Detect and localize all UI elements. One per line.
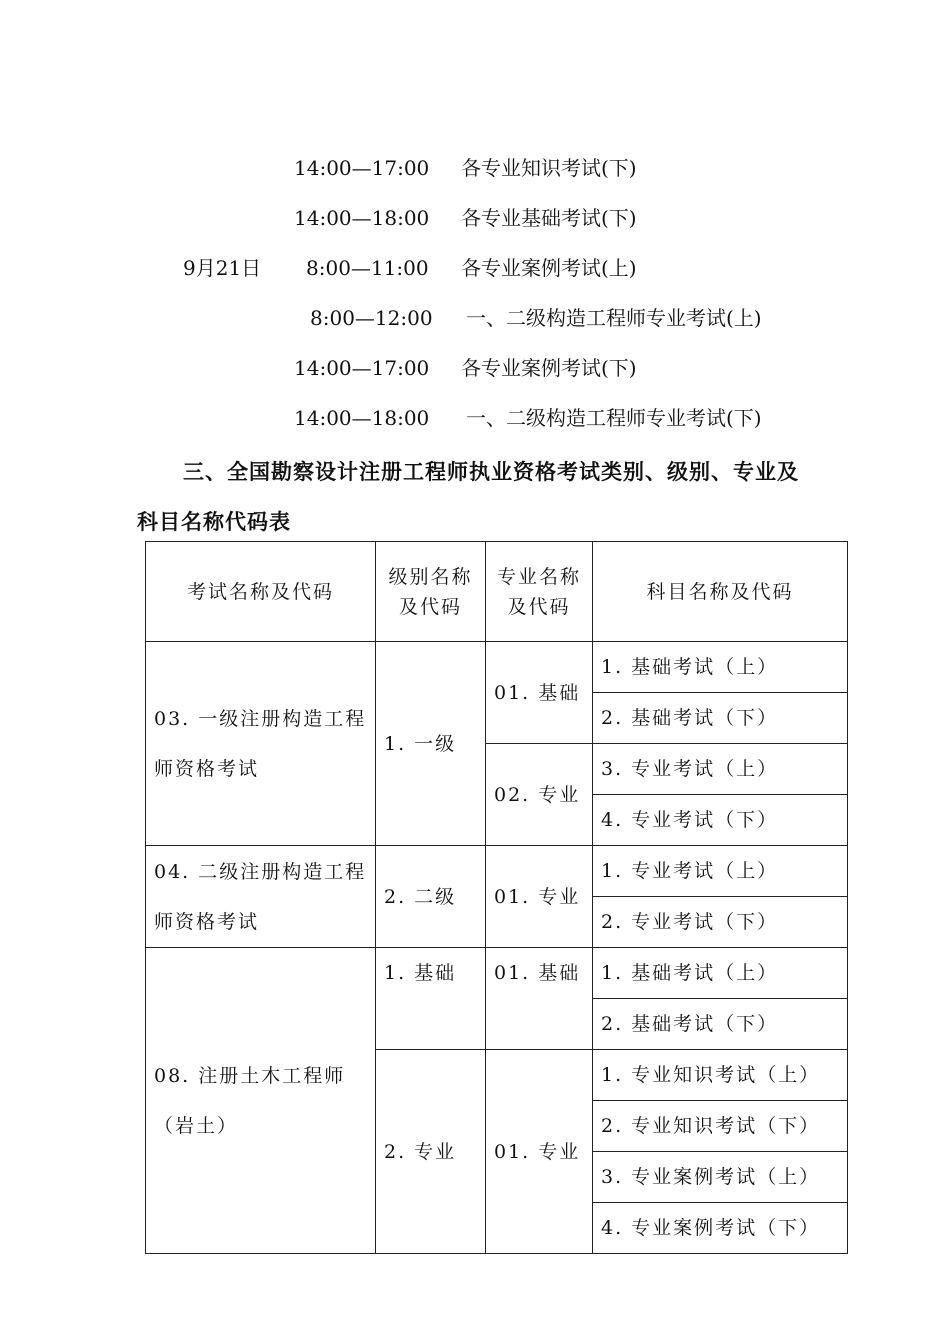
schedule-subject: 各专业基础考试(下) [461,206,637,230]
major-cell: 01. 基础 [486,948,593,1050]
header-major-name: 专业名称及代码 [486,542,593,642]
schedule-time: 8:00—12:00 [310,306,433,330]
table-header-row [146,542,848,642]
major-cell: 01. 基础 [486,642,593,744]
table-row [146,948,848,999]
schedule-subject: 一、二级构造工程师专业考试(下) [466,406,762,430]
header-subject-name: 科目名称及代码 [593,542,848,642]
level-cell: 2. 专业 [376,1050,486,1254]
subject-cell: 2. 专业考试（下） [593,897,848,948]
schedule-subject: 各专业案例考试(上) [461,256,637,280]
schedule-subject: 一、二级构造工程师专业考试(上) [466,306,762,330]
level-cell: 2. 二级 [376,846,486,948]
table-row [146,846,848,897]
subject-cell: 1. 基础考试（上） [593,948,848,999]
subject-cell: 2. 专业知识考试（下） [593,1101,848,1152]
level-cell: 1. 基础 [376,948,486,1050]
subject-cell: 1. 专业知识考试（上） [593,1050,848,1101]
level-cell: 1. 一级 [376,642,486,846]
schedule-subject: 各专业案例考试(下) [461,356,637,380]
subject-cell: 3. 专业案例考试（上） [593,1152,848,1203]
exam-code-table [145,541,848,1254]
schedule-subject: 各专业知识考试(下) [461,156,637,180]
schedule-time: 14:00—18:00 [294,206,430,230]
exam-cell: 08. 注册土木工程师（岩土） [146,948,376,1254]
section-heading-continued: 科目名称代码表 [137,510,291,534]
subject-cell: 4. 专业案例考试（下） [593,1203,848,1254]
schedule-time: 14:00—17:00 [294,356,430,380]
major-cell: 01. 专业 [486,1050,593,1254]
subject-cell: 4. 专业考试（下） [593,795,848,846]
subject-cell: 2. 基础考试（下） [593,999,848,1050]
section-heading: 三、全国勘察设计注册工程师执业资格考试类别、级别、专业及 [183,460,799,484]
major-cell: 01. 专业 [486,846,593,948]
schedule-time: 14:00—18:00 [294,406,430,430]
schedule-time: 8:00—11:00 [306,256,429,280]
schedule-date: 9月21日 [183,256,262,280]
subject-cell: 3. 专业考试（上） [593,744,848,795]
exam-cell: 04. 二级注册构造工程师资格考试 [146,846,376,948]
table-row [146,642,848,693]
subject-cell: 2. 基础考试（下） [593,693,848,744]
major-cell: 02. 专业 [486,744,593,846]
schedule-time: 14:00—17:00 [294,156,430,180]
subject-cell: 1. 专业考试（上） [593,846,848,897]
header-level-name: 级别名称及代码 [376,542,486,642]
exam-cell: 03. 一级注册构造工程师资格考试 [146,642,376,846]
header-exam-name: 考试名称及代码 [146,542,376,642]
subject-cell: 1. 基础考试（上） [593,642,848,693]
